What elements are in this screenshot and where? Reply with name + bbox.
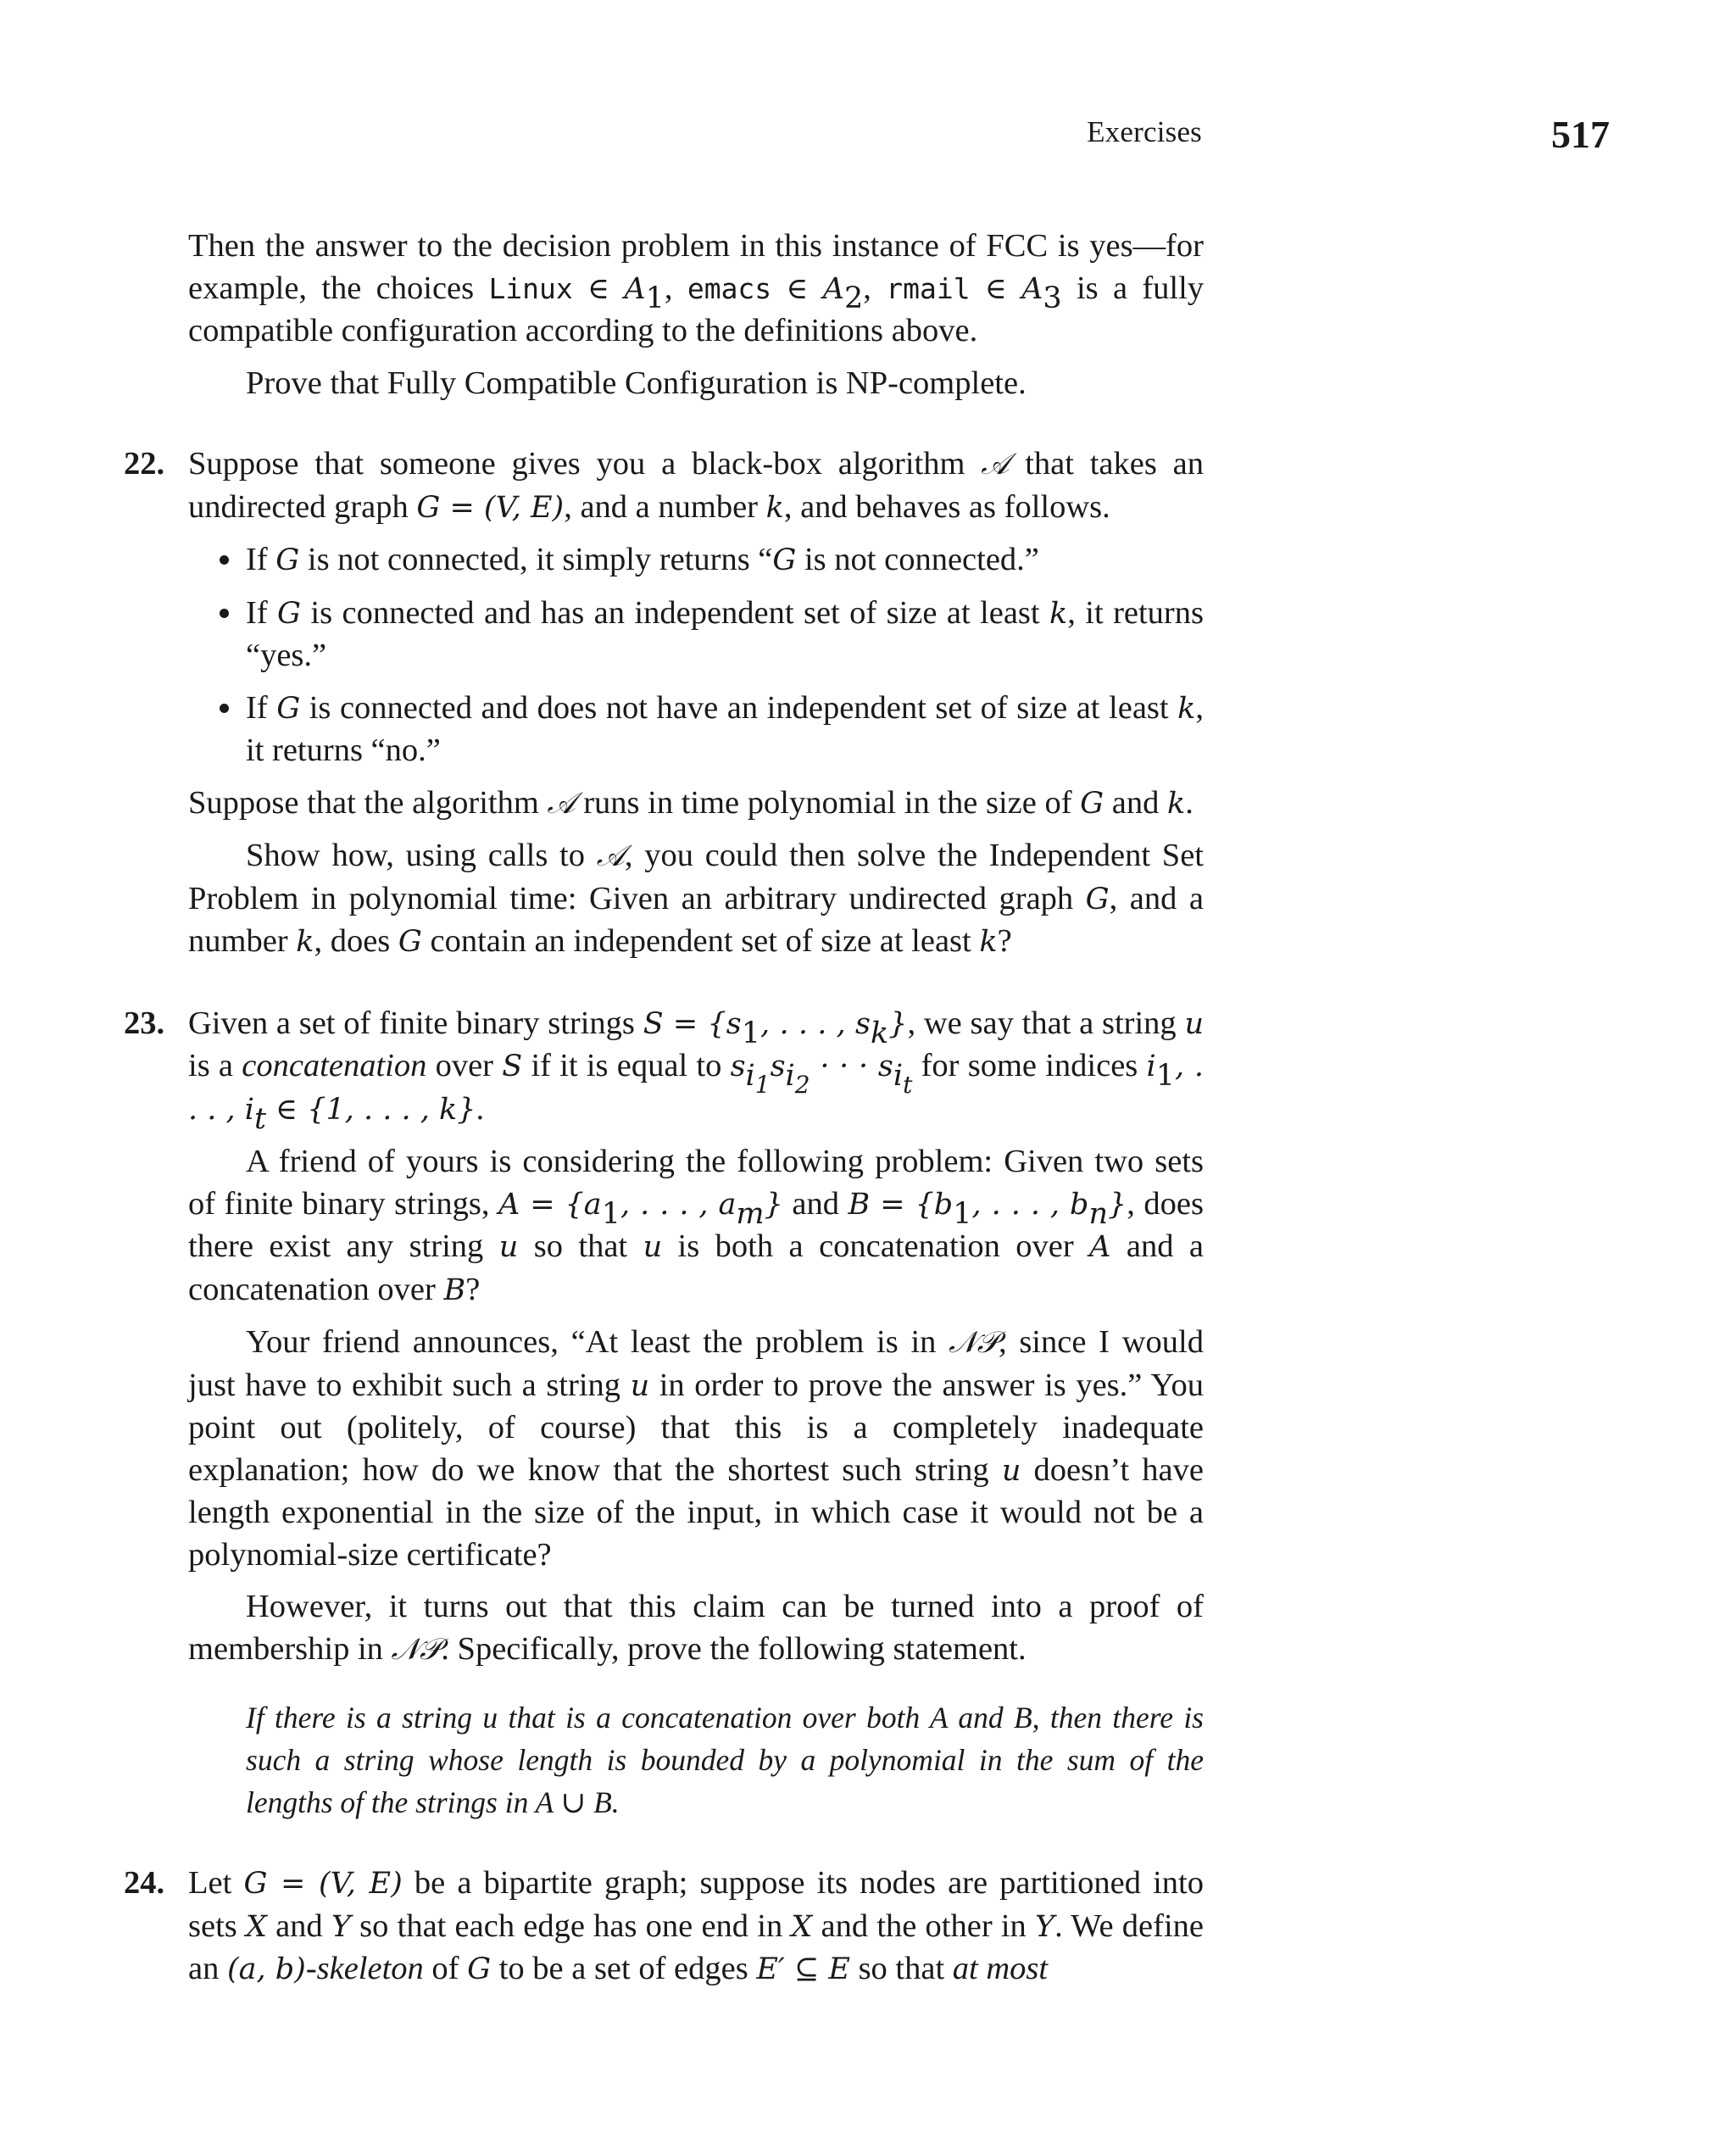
exercise-23-friend: Your friend announces, “At least the problem is in 𝒩𝒫, since I would just have to exhibit such a string u in order to prove the answer is yes.” You point out (politely, of course) that this is a completely inadequate explanation; how do we know that the shortest such string u doesn’t have length exponential in the size of the input, in which case it would not be a polynomial-size certificate?	[188, 1324, 1204, 1573]
list-item: If G is connected and does not have an independent set of size at least k, it returns “no.”	[246, 688, 1204, 772]
exercise-22-runtime: Suppose that the algorithm 𝒜 runs in time polynomial in the size of G and k.	[188, 784, 1194, 821]
exercise-23-however: However, it turns out that this claim can be turned into a proof of membership in 𝒩𝒫. Specifically, prove the following statement.	[188, 1589, 1204, 1667]
exercise-23-definition: Given a set of finite binary strings $S = \{s_1$, . . . , $s_k$}, we say that a string u is a concatenation over S if it is equal to $s_{i_1}s_{i_2}$ · · · $s_{i_t}$ for some indices $i_1$, . . . , $i_t$ ∈ {1, . . . , k}.	[188, 1005, 1204, 1136]
exercise-23-statement: If there is a string u that is a concatenation over both A and B, then there is such a string whose length is bounded by a polynomial in the sum of the lengths of the strings in A ∪ B.	[246, 1701, 1204, 1819]
exercise-22-question: Show how, using calls to 𝒜, you could then solve the Independent Set Problem in polynomial time: Given an arbitrary undirected graph G, and a number k, does G contain an independent set of size at least k?	[188, 838, 1204, 959]
exercise-number: 22.	[124, 446, 165, 482]
fcc-prove-paragraph: Prove that Fully Compatible Configuration is NP-complete.	[246, 365, 1027, 401]
exercise-23-problem: A friend of yours is considering the following problem: Given two sets of finite binary strings, $A = \{a_1$, . . . , $a_m$} and $B = \{b_1$, . . . , $b_n$}, does there exist any string u so that u is both a concatenation over A and a concatenation over B?	[188, 1144, 1204, 1307]
exercise-number: 23.	[124, 1005, 165, 1041]
running-title: Exercises	[1087, 115, 1202, 148]
page-body	[124, 226, 1205, 2002]
page-number: 517	[1551, 113, 1610, 156]
behavior-list	[188, 539, 1204, 772]
running-head	[0, 112, 1736, 163]
exercise-number: 24.	[124, 1865, 165, 1901]
exercise-24-definition: Let G = (V, E) be a bipartite graph; suppose its nodes are partitioned into sets X and Y so that each edge has one end in X and the other in Y. We define an (a, b)-skeleton of G to be a set of edges E′ ⊆ E so that at most	[188, 1865, 1204, 1986]
fcc-continuation-paragraph: Then the answer to the decision problem in this instance of FCC is yes—for example, the choices Linux ∈ $A_1$, emacs ∈ $A_2$, rmail ∈ $A_3$ is a fully compatible configuration according to the definitions above.	[188, 228, 1205, 348]
list-item: If G is connected and has an independent set of size at least k, it returns “yes.”	[246, 593, 1204, 677]
exercise-22	[124, 443, 1204, 964]
exercise-24	[124, 1863, 1204, 1991]
exercise-22-intro: Suppose that someone gives you a black-box algorithm 𝒜 that takes an undirected graph G = (V, E), and a number k, and behaves as follows.	[188, 446, 1204, 525]
list-item: If G is not connected, it simply returns “G is not connected.”	[246, 539, 1204, 582]
exercise-23	[124, 1003, 1204, 1824]
